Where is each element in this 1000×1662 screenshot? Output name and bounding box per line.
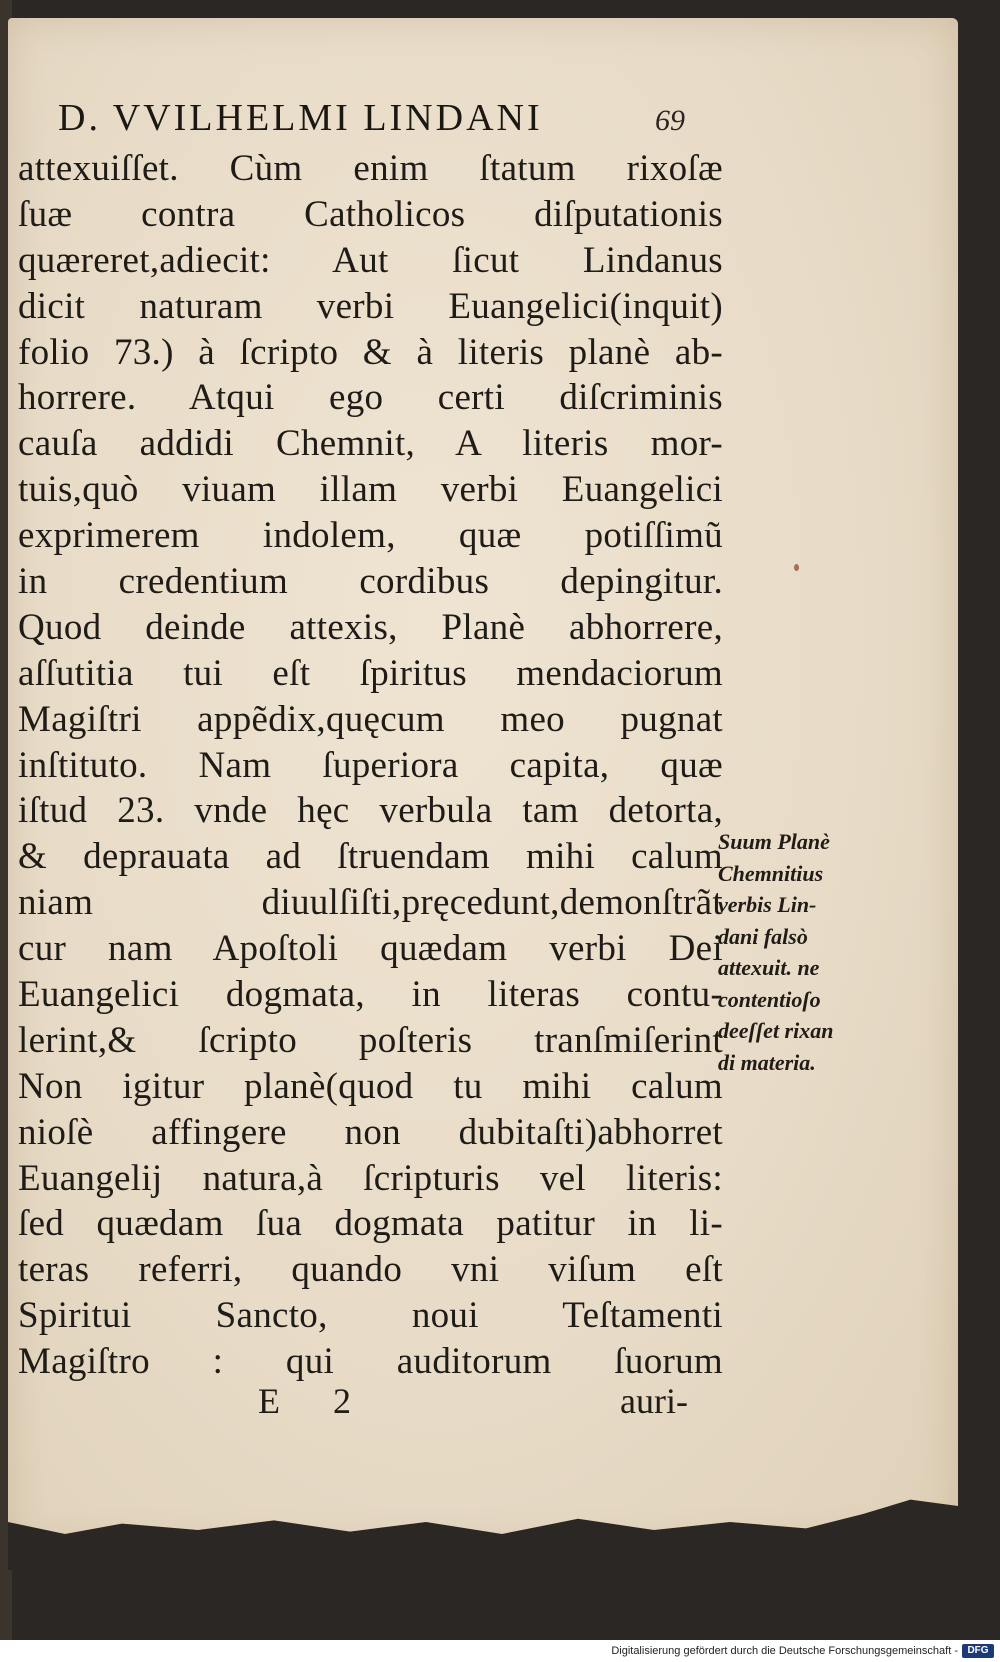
text-line: folio 73.) à ſcripto & à literis planè ab- [18,331,723,373]
text-line: niam diuulſiſti,pręcedunt,demonſtrãt [18,882,723,924]
text-line: attexuiſſet. Cùm enim ſtatum rixoſæ [18,148,723,189]
text-line: aſſutitia tui eſt ſpiritus mendaciorum [18,652,723,694]
marginal-note-line: contentioſo [718,986,821,1012]
text-line: ſuæ contra Catholicos diſputationis [18,193,723,235]
text-line: ſed quædam ſua dogmata patitur in li- [18,1203,723,1245]
marginal-note-line: Chemnitius [718,860,824,886]
text-line: lerint,& ſcripto poſteris tranſmiſerint [18,1019,723,1061]
marginal-note [718,826,868,1078]
text-line: dicit naturam verbi Euangelici(inquit) [18,285,723,327]
text-line: Magiſtro : qui auditorum ſuorum [18,1341,723,1383]
marginal-note-line: deeſſet rixan [718,1018,834,1043]
text-line: Euangelij natura,à ſcripturis vel literis: [18,1157,723,1199]
text-line: quæreret,adiecit: Aut ſicut Lindanus [18,239,723,281]
marginal-note-line: attexuit. ne [718,955,820,980]
funding-credit: Digitalisierung gefördert durch die Deutsche Forschungsgemeinschaft - [611,1645,958,1657]
ink-spot [794,564,799,571]
dfg-logo[interactable]: DFG [962,1644,994,1658]
text-line: in credentium cordibus depingitur. [18,561,723,603]
text-line: teras referri, quando vni viſum eſt [18,1249,723,1291]
text-line: Euangelici dogmata, in literas contu- [18,974,723,1016]
text-line: cur nam Apoſtoli quædam verbi Dei [18,928,723,970]
marginal-note-line: dani falsò [718,923,808,949]
marginal-note-line: di materia. [718,1049,816,1075]
signature-mark: E 2 [258,1381,373,1421]
catchword: auri- [620,1381,688,1421]
marginal-note-line: verbis Lin- [718,892,817,917]
text-line: tuis,quò viuam illam verbi Euangelici [18,469,723,511]
folio-number: 69 [655,104,685,137]
text-line: iſtud 23. vnde hęc verbula tam detorta, [18,790,723,832]
text-line: cauſa addidi Chemnit, A literis mor- [18,423,723,465]
text-line: Magiſtri appẽdix,quęcum meo pugnat [18,698,723,740]
text-line: Quod deinde attexis, Planè abhorrere, [18,606,723,648]
body-text [18,146,723,1385]
text-line: nioſè affingere non dubitaſti)abhorret [18,1111,723,1153]
text-line: horrere. Atqui ego certi diſcriminis [18,377,723,419]
text-line: & deprauata ad ſtruendam mihi calum [18,836,723,878]
text-line: inſtituto. Nam ſuperiora capita, quæ [18,744,723,786]
text-line: exprimerem indolem, quæ potiſſimũ [18,515,723,557]
running-head: D. VVILHELMI LINDANI [58,97,543,139]
text-line: Non igitur planè(quod tu mihi calum [18,1065,723,1107]
text-line: Spiritui Sancto, noui Teſtamenti [18,1295,723,1337]
marginal-note-line: Suum Planè [718,829,830,854]
